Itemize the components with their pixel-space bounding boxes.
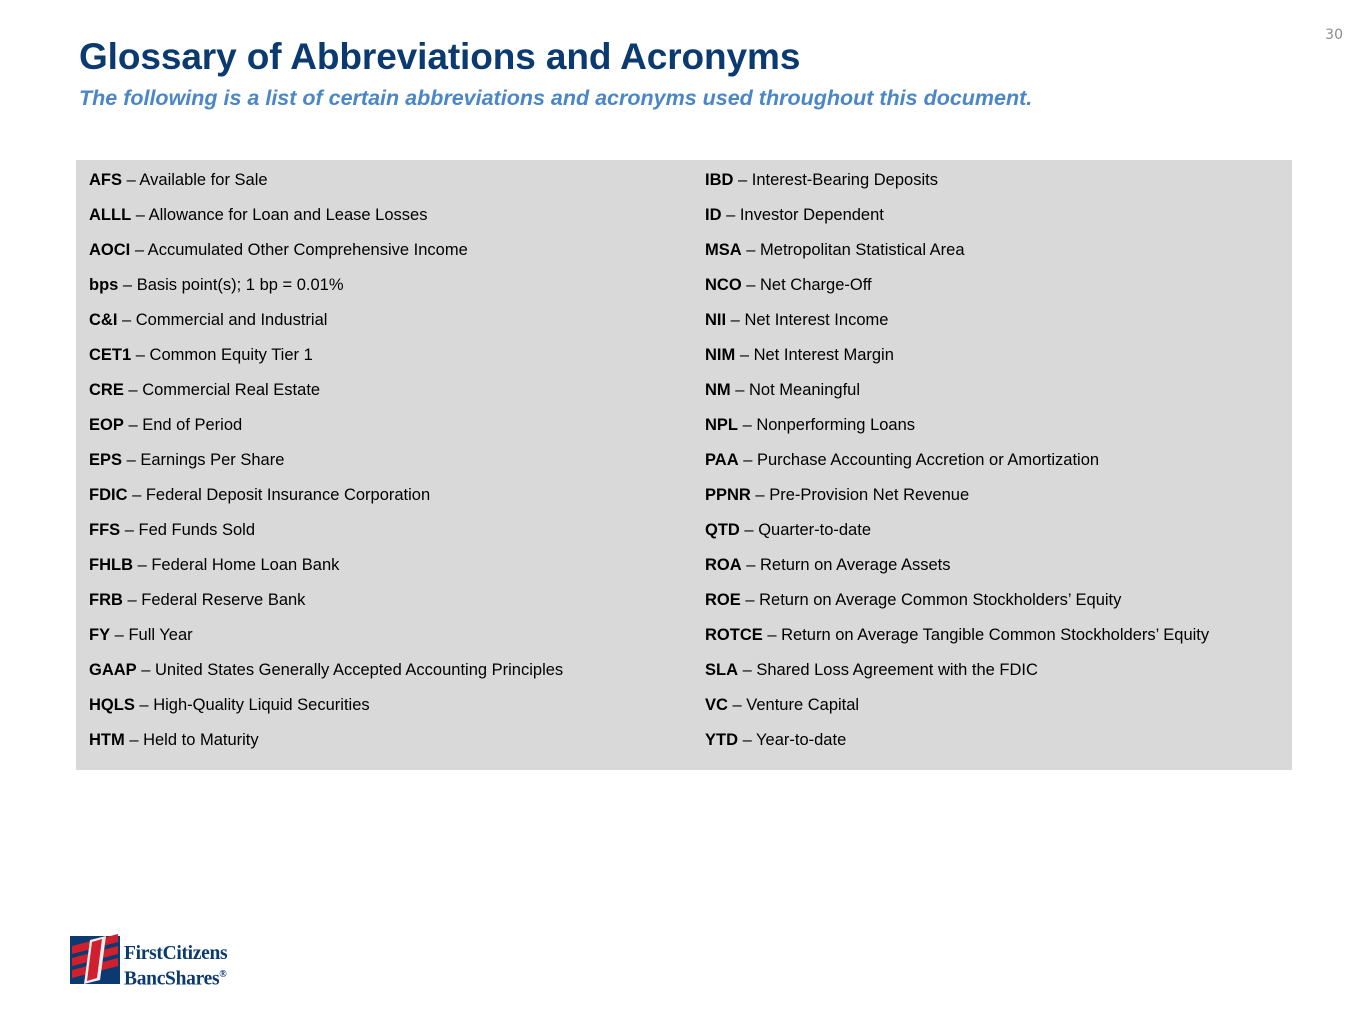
glossary-entry: [89, 239, 563, 274]
glossary-definition: – Commercial and Industrial: [117, 311, 328, 329]
glossary-abbreviation: NIM: [705, 346, 736, 364]
glossary-abbreviation: VC: [705, 696, 728, 714]
glossary-definition: – Earnings Per Share: [122, 451, 285, 469]
glossary-definition: – Return on Average Tangible Common Stockholders’ Equity: [762, 626, 1210, 644]
glossary-definition: – Common Equity Tier 1: [131, 346, 313, 364]
glossary-abbreviation: HQLS: [89, 696, 135, 714]
glossary-abbreviation: PAA: [705, 451, 739, 469]
glossary-entry: [705, 624, 1209, 659]
glossary-entry: [89, 344, 563, 379]
glossary-definition: – Purchase Accounting Accretion or Amortization: [738, 451, 1100, 469]
logo-line-1: FirstCitizens: [124, 943, 228, 964]
glossary-definition: – Full Year: [110, 626, 193, 644]
glossary-entry: [89, 659, 563, 694]
glossary-definition: – Investor Dependent: [721, 206, 884, 224]
glossary-definition: – Commercial Real Estate: [123, 381, 321, 399]
glossary-definition: – Interest-Bearing Deposits: [733, 171, 938, 189]
page-subtitle: The following is a list of certain abbreviations and acronyms used throughout this document.: [79, 86, 1033, 110]
glossary-definition: – Net Interest Margin: [735, 346, 894, 364]
glossary-entry: [705, 379, 1209, 414]
glossary-column-right: [705, 169, 1209, 764]
glossary-abbreviation: FFS: [89, 521, 121, 539]
glossary-entry: [705, 554, 1209, 589]
glossary-column-left: [89, 169, 563, 764]
glossary-entry: [89, 169, 563, 204]
glossary-abbreviation: bps: [89, 276, 119, 294]
glossary-abbreviation: PPNR: [705, 486, 751, 504]
glossary-definition: – Pre-Provision Net Revenue: [750, 486, 970, 504]
glossary-abbreviation: NM: [705, 381, 731, 399]
glossary-definition: – Nonperforming Loans: [738, 416, 916, 434]
glossary-definition: – Year-to-date: [738, 731, 847, 749]
glossary-abbreviation: YTD: [705, 731, 738, 749]
glossary-entry: [89, 309, 563, 344]
glossary-definition: – Fed Funds Sold: [120, 521, 255, 539]
page-title: Glossary of Abbreviations and Acronyms: [79, 36, 801, 77]
glossary-entry: [89, 624, 563, 659]
glossary-abbreviation: ROTCE: [705, 626, 763, 644]
glossary-definition: – Shared Loss Agreement with the FDIC: [738, 661, 1038, 679]
glossary-entry: [705, 484, 1209, 519]
glossary-definition: – End of Period: [123, 416, 243, 434]
glossary-abbreviation: ID: [705, 206, 722, 224]
glossary-definition: – Federal Deposit Insurance Corporation: [127, 486, 431, 504]
glossary-entry: [705, 344, 1209, 379]
glossary-abbreviation: CET1: [89, 346, 132, 364]
glossary-definition: – Allowance for Loan and Lease Losses: [131, 206, 428, 224]
page-number: 30: [1325, 27, 1343, 43]
glossary-definition: – Venture Capital: [727, 696, 860, 714]
glossary-abbreviation: FRB: [89, 591, 123, 609]
glossary-definition: – Quarter-to-date: [739, 521, 871, 539]
glossary-abbreviation: CRE: [89, 381, 124, 399]
glossary-definition: – Available for Sale: [122, 171, 268, 189]
glossary-definition: – United States Generally Accepted Accounting Principles: [136, 661, 564, 679]
glossary-entry: [705, 204, 1209, 239]
glossary-definition: – Return on Average Common Stockholders’ Equity: [740, 591, 1122, 609]
glossary-abbreviation: FDIC: [89, 486, 128, 504]
glossary-entry: [705, 449, 1209, 484]
glossary-entry: [89, 484, 563, 519]
company-logo: [70, 932, 260, 990]
glossary-abbreviation: HTM: [89, 731, 125, 749]
glossary-entry: [705, 589, 1209, 624]
glossary-abbreviation: ROE: [705, 591, 741, 609]
glossary-definition: – Accumulated Other Comprehensive Income: [130, 241, 468, 259]
glossary-abbreviation: AFS: [89, 171, 122, 189]
glossary-abbreviation: NII: [705, 311, 727, 329]
glossary-abbreviation: IBD: [705, 171, 734, 189]
glossary-abbreviation: FY: [89, 626, 111, 644]
glossary-abbreviation: MSA: [705, 241, 742, 259]
glossary-definition: – Not Meaningful: [730, 381, 860, 399]
glossary-abbreviation: ROA: [705, 556, 742, 574]
glossary-abbreviation: FHLB: [89, 556, 133, 574]
glossary-entry: [705, 659, 1209, 694]
glossary-entry: [89, 204, 563, 239]
registered-mark: ®: [219, 969, 227, 980]
glossary-entry: [89, 589, 563, 624]
glossary-entry: [89, 694, 563, 729]
logo-wordmark: [124, 943, 227, 990]
glossary-definition: – Metropolitan Statistical Area: [741, 241, 965, 259]
glossary-abbreviation: NCO: [705, 276, 742, 294]
glossary-abbreviation: SLA: [705, 661, 738, 679]
glossary-entry: [705, 729, 1209, 764]
glossary-entry: [89, 379, 563, 414]
glossary-entry: [89, 274, 563, 309]
glossary-abbreviation: AOCI: [89, 241, 131, 259]
glossary-abbreviation: ALLL: [89, 206, 132, 224]
glossary-definition: – Federal Reserve Bank: [122, 591, 306, 609]
glossary-entry: [89, 554, 563, 589]
glossary-entry: [705, 169, 1209, 204]
glossary-definition: – Federal Home Loan Bank: [133, 556, 340, 574]
glossary-abbreviation: GAAP: [89, 661, 137, 679]
glossary-definition: – Net Interest Income: [726, 311, 889, 329]
glossary-definition: – Basis point(s); 1 bp = 0.01%: [118, 276, 344, 294]
flag-emblem-icon: [70, 932, 122, 986]
logo-line-2: BancShares: [124, 968, 220, 990]
glossary-entry: [705, 309, 1209, 344]
glossary-entry: [89, 414, 563, 449]
glossary-entry: [89, 449, 563, 484]
glossary-entry: [705, 694, 1209, 729]
glossary-entry: [705, 274, 1209, 309]
glossary-abbreviation: EPS: [89, 451, 123, 469]
glossary-entry: [89, 729, 563, 764]
glossary-entry: [89, 519, 563, 554]
glossary-definition: – High-Quality Liquid Securities: [134, 696, 370, 714]
glossary-definition: – Return on Average Assets: [741, 556, 951, 574]
glossary-abbreviation: QTD: [705, 521, 740, 539]
glossary-panel: [76, 160, 1292, 770]
glossary-definition: – Held to Maturity: [124, 731, 259, 749]
glossary-definition: – Net Charge-Off: [741, 276, 872, 294]
glossary-abbreviation: EOP: [89, 416, 124, 434]
glossary-entry: [705, 239, 1209, 274]
glossary-entry: [705, 414, 1209, 449]
glossary-abbreviation: C&I: [89, 311, 118, 329]
glossary-entry: [705, 519, 1209, 554]
glossary-abbreviation: NPL: [705, 416, 738, 434]
